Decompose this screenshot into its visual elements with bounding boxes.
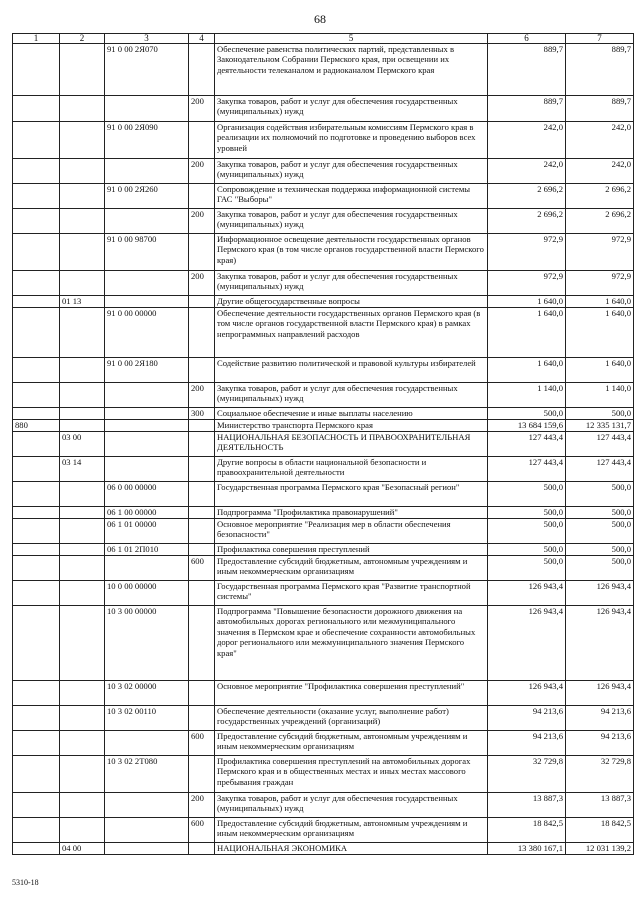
amount-2020: 13 887,3 <box>566 793 634 818</box>
item-name: НАЦИОНАЛЬНАЯ БЕЗОПАСНОСТЬ И ПРАВООХРАНИТЕЛЬНАЯ ДЕЯТЕЛЬНОСТЬ <box>215 432 488 457</box>
amount-2020: 1 140,0 <box>566 383 634 408</box>
table-row <box>13 507 634 519</box>
amount-2020: 126 943,4 <box>566 581 634 606</box>
expense-type-code <box>189 44 215 96</box>
target-article-code: 06 1 01 00000 <box>105 519 189 544</box>
target-article-code <box>105 818 189 843</box>
target-article-code: 10 3 02 00000 <box>105 681 189 706</box>
expense-type-code <box>189 482 215 507</box>
table-row <box>13 383 634 408</box>
amount-2019: 13 887,3 <box>488 793 566 818</box>
expense-type-code <box>189 507 215 519</box>
expense-type-code: 600 <box>189 818 215 843</box>
amount-2020: 126 943,4 <box>566 606 634 681</box>
item-name: Обеспечение равенства политических партий, представленных в Законодательном Собрании Пермского края, при освещении их деятельности телеканалом и радиоканалом Пермского края <box>215 44 488 96</box>
amount-2020: 500,0 <box>566 482 634 507</box>
table-row <box>13 581 634 606</box>
amount-2019: 32 729,8 <box>488 756 566 793</box>
amount-2019: 127 443,4 <box>488 457 566 482</box>
section-code <box>60 606 105 681</box>
table-row <box>13 408 634 420</box>
item-name: Социальное обеспечение и иные выплаты населению <box>215 408 488 420</box>
amount-2020: 500,0 <box>566 544 634 556</box>
item-name: Подпрограмма "Повышение безопасности дорожного движения на автомобильных дорогах регионального или межмуниципального значения в Пермском крае и обеспечение сохранности автомобильных дорог регионального или межмуниципального значения Пермского края" <box>215 606 488 681</box>
amount-2020: 889,7 <box>566 44 634 96</box>
target-article-code: 91 0 00 98700 <box>105 234 189 271</box>
header-col-5: 5 <box>215 34 488 44</box>
item-name: Закупка товаров, работ и услуг для обеспечения государственных (муниципальных) нужд <box>215 793 488 818</box>
section-code <box>60 122 105 159</box>
amount-2020: 972,9 <box>566 271 634 296</box>
section-code <box>60 408 105 420</box>
expense-type-code <box>189 296 215 308</box>
amount-2020: 972,9 <box>566 234 634 271</box>
item-name: Закупка товаров, работ и услуг для обеспечения государственных (муниципальных) нужд <box>215 96 488 122</box>
item-name: Профилактика совершения преступлений на автомобильных дорогах Пермского края и в общественных местах и иных местах массового пребывания граждан <box>215 756 488 793</box>
amount-2019: 126 943,4 <box>488 681 566 706</box>
item-name: Закупка товаров, работ и услуг для обеспечения государственных (муниципальных) нужд <box>215 209 488 234</box>
target-article-code: 10 3 02 00110 <box>105 706 189 731</box>
item-name: Предоставление субсидий бюджетным, автономным учреждениям и иным некоммерческим организациям <box>215 731 488 756</box>
section-code <box>60 706 105 731</box>
section-code: 04 00 <box>60 843 105 855</box>
amount-2019: 500,0 <box>488 482 566 507</box>
expense-type-code <box>189 457 215 482</box>
expense-type-code: 200 <box>189 793 215 818</box>
item-name: Содействие развитию политической и правовой культуры избирателей <box>215 358 488 383</box>
agency-code <box>13 358 60 383</box>
table-row <box>13 159 634 184</box>
expense-type-code <box>189 420 215 432</box>
table-row <box>13 606 634 681</box>
target-article-code: 06 0 00 00000 <box>105 482 189 507</box>
amount-2020: 12 031 139,2 <box>566 843 634 855</box>
amount-2020: 18 842,5 <box>566 818 634 843</box>
expense-type-code <box>189 122 215 159</box>
agency-code <box>13 44 60 96</box>
item-name: Профилактика совершения преступлений <box>215 544 488 556</box>
table-row <box>13 184 634 209</box>
table-row <box>13 843 634 855</box>
amount-2019: 242,0 <box>488 122 566 159</box>
amount-2020: 242,0 <box>566 122 634 159</box>
target-article-code <box>105 296 189 308</box>
item-name: Государственная программа Пермского края "Безопасный регион" <box>215 482 488 507</box>
amount-2020: 2 696,2 <box>566 184 634 209</box>
section-code <box>60 544 105 556</box>
expense-type-code: 200 <box>189 159 215 184</box>
agency-code <box>13 556 60 581</box>
section-code: 01 13 <box>60 296 105 308</box>
target-article-code <box>105 843 189 855</box>
section-code <box>60 383 105 408</box>
agency-code <box>13 507 60 519</box>
section-code <box>60 271 105 296</box>
amount-2019: 889,7 <box>488 44 566 96</box>
target-article-code: 91 0 00 2Я070 <box>105 44 189 96</box>
item-name: Информационное освещение деятельности государственных органов Пермского края (в том числе органов государственной власти Пермского края) <box>215 234 488 271</box>
amount-2019: 2 696,2 <box>488 209 566 234</box>
table-row <box>13 482 634 507</box>
table-row <box>13 556 634 581</box>
expense-type-code: 200 <box>189 271 215 296</box>
header-col-7: 7 <box>566 34 634 44</box>
amount-2019: 94 213,6 <box>488 731 566 756</box>
target-article-code <box>105 408 189 420</box>
item-name: Министерство транспорта Пермского края <box>215 420 488 432</box>
item-name: Другие вопросы в области национальной безопасности и правоохранительной деятельности <box>215 457 488 482</box>
table-header-row <box>13 34 634 44</box>
section-code <box>60 556 105 581</box>
amount-2020: 94 213,6 <box>566 731 634 756</box>
header-col-4: 4 <box>189 34 215 44</box>
amount-2019: 13 684 159,6 <box>488 420 566 432</box>
section-code <box>60 420 105 432</box>
agency-code <box>13 457 60 482</box>
item-name: Обеспечение деятельности государственных органов Пермского края (в том числе органов государственной власти Пермского края) в рамках непрограммных направлений расходов <box>215 308 488 358</box>
expense-type-code <box>189 581 215 606</box>
item-name: Предоставление субсидий бюджетным, автономным учреждениям и иным некоммерческим организациям <box>215 556 488 581</box>
target-article-code <box>105 731 189 756</box>
section-code <box>60 507 105 519</box>
header-col-6: 6 <box>488 34 566 44</box>
expense-type-code: 200 <box>189 209 215 234</box>
expense-type-code <box>189 432 215 457</box>
section-code <box>60 731 105 756</box>
expense-type-code <box>189 681 215 706</box>
amount-2020: 1 640,0 <box>566 296 634 308</box>
target-article-code <box>105 383 189 408</box>
table-row <box>13 457 634 482</box>
table-row <box>13 432 634 457</box>
expense-type-code: 300 <box>189 408 215 420</box>
agency-code <box>13 482 60 507</box>
amount-2019: 2 696,2 <box>488 184 566 209</box>
target-article-code <box>105 793 189 818</box>
amount-2019: 500,0 <box>488 507 566 519</box>
item-name: Подпрограмма "Профилактика правонарушений" <box>215 507 488 519</box>
amount-2020: 500,0 <box>566 556 634 581</box>
amount-2020: 500,0 <box>566 408 634 420</box>
amount-2020: 94 213,6 <box>566 706 634 731</box>
section-code <box>60 184 105 209</box>
table-row <box>13 818 634 843</box>
amount-2020: 126 943,4 <box>566 681 634 706</box>
item-name: Обеспечение деятельности (оказание услуг, выполнение работ) государственных учреждений (организаций) <box>215 706 488 731</box>
expense-type-code: 200 <box>189 96 215 122</box>
section-code <box>60 358 105 383</box>
target-article-code <box>105 432 189 457</box>
amount-2019: 500,0 <box>488 544 566 556</box>
item-name: НАЦИОНАЛЬНАЯ ЭКОНОМИКА <box>215 843 488 855</box>
section-code <box>60 793 105 818</box>
table-row <box>13 234 634 271</box>
amount-2020: 32 729,8 <box>566 756 634 793</box>
expense-type-code <box>189 234 215 271</box>
amount-2020: 242,0 <box>566 159 634 184</box>
section-code <box>60 308 105 358</box>
section-code <box>60 681 105 706</box>
amount-2020: 127 443,4 <box>566 432 634 457</box>
table-row <box>13 271 634 296</box>
table-row <box>13 209 634 234</box>
target-article-code: 06 1 00 00000 <box>105 507 189 519</box>
table-row <box>13 731 634 756</box>
item-name: Закупка товаров, работ и услуг для обеспечения государственных (муниципальных) нужд <box>215 271 488 296</box>
agency-code <box>13 159 60 184</box>
amount-2020: 889,7 <box>566 96 634 122</box>
amount-2019: 1 640,0 <box>488 308 566 358</box>
target-article-code <box>105 457 189 482</box>
amount-2020: 500,0 <box>566 507 634 519</box>
agency-code <box>13 271 60 296</box>
target-article-code: 91 0 00 2Я180 <box>105 358 189 383</box>
agency-code <box>13 296 60 308</box>
table-row <box>13 793 634 818</box>
target-article-code <box>105 209 189 234</box>
footer-document-code: 5310-18 <box>12 878 39 887</box>
agency-code <box>13 756 60 793</box>
item-name: Закупка товаров, работ и услуг для обеспечения государственных (муниципальных) нужд <box>215 159 488 184</box>
agency-code <box>13 122 60 159</box>
agency-code <box>13 209 60 234</box>
target-article-code: 10 0 00 00000 <box>105 581 189 606</box>
expense-type-code <box>189 843 215 855</box>
header-col-2: 2 <box>60 34 105 44</box>
expense-type-code <box>189 308 215 358</box>
section-code <box>60 519 105 544</box>
amount-2019: 242,0 <box>488 159 566 184</box>
agency-code <box>13 408 60 420</box>
section-code <box>60 44 105 96</box>
item-name: Сопровождение и техническая поддержка информационной системы ГАС "Выборы" <box>215 184 488 209</box>
target-article-code <box>105 96 189 122</box>
amount-2019: 972,9 <box>488 234 566 271</box>
table-row <box>13 44 634 96</box>
agency-code: 880 <box>13 420 60 432</box>
amount-2020: 1 640,0 <box>566 308 634 358</box>
budget-table <box>12 33 634 855</box>
table-row <box>13 296 634 308</box>
target-article-code: 10 3 00 00000 <box>105 606 189 681</box>
agency-code <box>13 731 60 756</box>
target-article-code <box>105 271 189 296</box>
target-article-code: 91 0 00 2Я090 <box>105 122 189 159</box>
table-row <box>13 681 634 706</box>
amount-2020: 12 335 131,7 <box>566 420 634 432</box>
section-code <box>60 209 105 234</box>
section-code: 03 00 <box>60 432 105 457</box>
amount-2019: 500,0 <box>488 556 566 581</box>
agency-code <box>13 383 60 408</box>
agency-code <box>13 432 60 457</box>
table-row <box>13 96 634 122</box>
expense-type-code <box>189 519 215 544</box>
agency-code <box>13 234 60 271</box>
page-number: 68 <box>314 12 326 26</box>
expense-type-code: 600 <box>189 556 215 581</box>
amount-2019: 126 943,4 <box>488 606 566 681</box>
expense-type-code <box>189 544 215 556</box>
expense-type-code <box>189 184 215 209</box>
target-article-code: 10 3 02 2Т080 <box>105 756 189 793</box>
agency-code <box>13 818 60 843</box>
section-code <box>60 234 105 271</box>
amount-2019: 1 640,0 <box>488 296 566 308</box>
amount-2019: 1 640,0 <box>488 358 566 383</box>
item-name: Основное мероприятие "Профилактика совершения преступлений" <box>215 681 488 706</box>
amount-2019: 972,9 <box>488 271 566 296</box>
target-article-code: 91 0 00 00000 <box>105 308 189 358</box>
section-code: 03 14 <box>60 457 105 482</box>
table-row <box>13 756 634 793</box>
item-name: Основное мероприятие "Реализация мер в области обеспечения безопасности" <box>215 519 488 544</box>
agency-code <box>13 581 60 606</box>
expense-type-code <box>189 358 215 383</box>
amount-2019: 889,7 <box>488 96 566 122</box>
agency-code <box>13 793 60 818</box>
section-code <box>60 581 105 606</box>
agency-code <box>13 843 60 855</box>
table-row <box>13 420 634 432</box>
expense-type-code <box>189 706 215 731</box>
table-row <box>13 544 634 556</box>
item-name: Организация содействия избирательным комиссиям Пермского края в реализации их полномочий по подготовке и проведению выборов всех уровней <box>215 122 488 159</box>
item-name: Предоставление субсидий бюджетным, автономным учреждениям и иным некоммерческим организациям <box>215 818 488 843</box>
table-row <box>13 706 634 731</box>
item-name: Государственная программа Пермского края "Развитие транспортной системы" <box>215 581 488 606</box>
amount-2019: 500,0 <box>488 408 566 420</box>
amount-2020: 1 640,0 <box>566 358 634 383</box>
table-row <box>13 519 634 544</box>
target-article-code <box>105 420 189 432</box>
amount-2019: 127 443,4 <box>488 432 566 457</box>
section-code <box>60 159 105 184</box>
agency-code <box>13 96 60 122</box>
header-col-1: 1 <box>13 34 60 44</box>
table-row <box>13 308 634 358</box>
expense-type-code <box>189 606 215 681</box>
expense-type-code: 200 <box>189 383 215 408</box>
agency-code <box>13 606 60 681</box>
target-article-code <box>105 159 189 184</box>
amount-2020: 500,0 <box>566 519 634 544</box>
amount-2019: 94 213,6 <box>488 706 566 731</box>
section-code <box>60 756 105 793</box>
amount-2019: 18 842,5 <box>488 818 566 843</box>
amount-2019: 13 380 167,1 <box>488 843 566 855</box>
target-article-code: 91 0 00 2Я260 <box>105 184 189 209</box>
amount-2020: 2 696,2 <box>566 209 634 234</box>
item-name: Другие общегосударственные вопросы <box>215 296 488 308</box>
agency-code <box>13 706 60 731</box>
expense-type-code <box>189 756 215 793</box>
table-row <box>13 358 634 383</box>
agency-code <box>13 308 60 358</box>
amount-2019: 1 140,0 <box>488 383 566 408</box>
section-code <box>60 818 105 843</box>
table-body <box>13 44 634 855</box>
expense-type-code: 600 <box>189 731 215 756</box>
item-name: Закупка товаров, работ и услуг для обеспечения государственных (муниципальных) нужд <box>215 383 488 408</box>
target-article-code: 06 1 01 2П010 <box>105 544 189 556</box>
header-col-3: 3 <box>105 34 189 44</box>
amount-2019: 500,0 <box>488 519 566 544</box>
agency-code <box>13 184 60 209</box>
agency-code <box>13 544 60 556</box>
agency-code <box>13 519 60 544</box>
amount-2019: 126 943,4 <box>488 581 566 606</box>
target-article-code <box>105 556 189 581</box>
table-row <box>13 122 634 159</box>
section-code <box>60 482 105 507</box>
agency-code <box>13 681 60 706</box>
amount-2020: 127 443,4 <box>566 457 634 482</box>
section-code <box>60 96 105 122</box>
